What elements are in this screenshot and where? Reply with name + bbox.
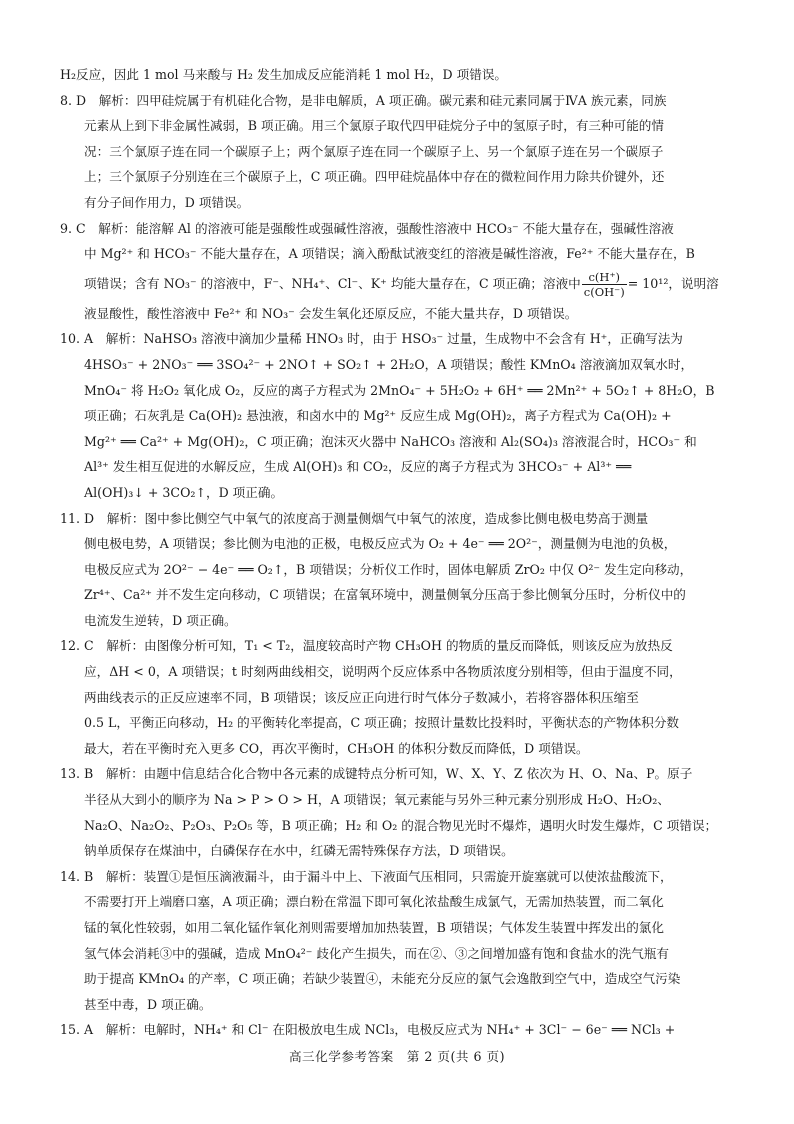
- text-line: 助于提高 KMnO₄ 的产率，C 项正确；若缺少装置④，未能充分反应的氯气会逸散到空气中，造成空气污染: [84, 971, 681, 987]
- answer-8: [60, 88, 734, 216]
- answer-10: [60, 326, 734, 505]
- text-line: 侧电极电势，A 项错误；参比侧为电池的正极，电极反应式为 O₂ + 4e⁻ ══ 2O²⁻，测量侧为电池的负极，: [84, 536, 677, 552]
- text-line: 15. A 解析：电解时，NH₄⁺ 和 Cl⁻ 在阳极放电生成 NCl₃，电极反应式为 NH₄⁺ + 3Cl⁻ − 6e⁻ ══ NCl₃ +: [60, 1022, 676, 1038]
- answer-7-continuation: [60, 62, 734, 88]
- text-line: 氢气体会消耗③中的强碱，造成 MnO₄²⁻ 歧化产生损失，而在②、③之间增加盛有饱和食盐水的洗气瓶有: [84, 945, 670, 961]
- text-segment: = 10¹²，说明溶: [627, 275, 719, 291]
- text-segment: 项错误；含有 NO₃⁻ 的溶液中，F⁻、NH₄⁺、Cl⁻、K⁺ 均能大量存在，C 项正确；溶液中: [84, 275, 581, 291]
- text-line: 液显酸性，酸性溶液中 Fe²⁺ 和 NO₃⁻ 会发生氧化还原反应，不能大量共存，D 项错误。: [84, 305, 578, 321]
- answer-9: [60, 216, 734, 327]
- text-line: 锰的氧化性较弱，如用二氧化锰作氧化剂则需要增加加热装置，B 项错误；气体发生装置中挥发出的氯化: [84, 920, 664, 935]
- text-line: Al³⁺ 发生相互促进的水解反应，生成 Al(OH)₃ 和 CO₂，反应的离子方程式为 3HCO₃⁻ + Al³⁺ ══: [84, 459, 632, 475]
- text-line: Al(OH)₃↓ + 3CO₂↑，D 项正确。: [84, 484, 284, 500]
- text-line: 11. D 解析：图中参比侧空气中氧气的浓度高于测量侧烟气中氧气的浓度，造成参比侧电极电势高于测量: [60, 510, 649, 526]
- text-line: 电流发生逆转，D 项正确。: [84, 612, 237, 628]
- text-line: 钠单质保存在煤油中，白磷保存在水中，红磷无需特殊保存方法，D 项错误。: [84, 843, 514, 859]
- text-line: 10. A 解析：NaHSO₃ 溶液中滴加少量稀 HNO₃ 时，由于 HSO₃⁻ 过量，生成物中不会含有 H⁺，正确写法为: [60, 331, 683, 347]
- text-line-with-fraction: [60, 267, 734, 301]
- answer-15: [60, 1017, 734, 1043]
- answer-12: [60, 633, 734, 761]
- text-line: Na₂O、Na₂O₂、P₂O₃、P₂O₅ 等，B 项正确；H₂ 和 O₂ 的混合物见光时不爆炸，遇明火时发生爆炸，C 项错误；: [84, 817, 718, 833]
- text-line: 甚至中毒，D 项正确。: [84, 996, 212, 1012]
- text-line: 上；三个氯原子分别连在三个碳原子上，C 项正确。四甲硅烷晶体中存在的微粒间作用力除共价键外，还: [84, 169, 665, 185]
- text-line: 最大，若在平衡时充入更多 CO，再次平衡时，CH₃OH 的体积分数反而降低，D 项错误。: [84, 740, 589, 756]
- answer-content: [60, 62, 734, 1043]
- text-line: 13. B 解析：由题中信息结合化合物中各元素的成键特点分析可知，W、X、Y、Z 依次为 H、O、Na、P。原子: [60, 766, 693, 782]
- text-line: 应，ΔH < 0，A 项错误；t 时刻两曲线相交，说明两个反应体系中各物质浓度分别相等，但由于温度不同，: [84, 664, 682, 680]
- fraction-denominator: c(OH⁻): [583, 284, 625, 299]
- text-line: 9. C 解析：能溶解 Al 的溶液可能是强酸性或强碱性溶液，强酸性溶液中 HCO₃⁻ 不能大量存在，强碱性溶液: [60, 220, 674, 236]
- text-line: 半径从大到小的顺序为 Na > P > O > H，A 项错误；氧元素能与另外三种元素分别形成 H₂O、H₂O₂、: [84, 792, 670, 808]
- answer-11: [60, 506, 734, 634]
- text-line: 不需要打开上端磨口塞，A 项正确；漂白粉在常温下即可氧化浓盐酸生成氯气，无需加热装置，而二氧化: [84, 894, 664, 910]
- concentration-ratio-fraction: [582, 270, 627, 299]
- text-line: 0.5 L，平衡正向移动，H₂ 的平衡转化率提高，C 项正确；按照计量数比投料时，平衡状态的产物体积分数: [84, 715, 680, 731]
- text-line: 8. D 解析：四甲硅烷属于有机硅化合物，是非电解质，A 项正确。碳元素和硅元素同属于ⅣA 族元素，同族: [60, 92, 667, 108]
- text-line: 14. B 解析：装置①是恒压滴液漏斗，由于漏斗中上、下液面气压相同，只需旋开旋塞就可以使浓盐酸流下，: [60, 868, 673, 884]
- fraction-numerator: c(H⁺): [582, 270, 627, 285]
- text-line: 中 Mg²⁺ 和 HCO₃⁻ 不能大量存在，A 项错误；滴入酚酞试液变红的溶液是碱性溶液，Fe²⁺ 不能大量存在，B: [84, 246, 695, 262]
- text-line: Zr⁴⁺、Ca²⁺ 并不发生定向移动，C 项错误；在富氧环境中，测量侧氧分压高于参比侧氧分压时，分析仪中的: [84, 587, 686, 603]
- text-line: 况：三个氯原子连在同一个碳原子上；两个氯原子连在同一个碳原子上、另一个氯原子连在另一个碳原子: [84, 143, 664, 159]
- text-line: H₂反应，因此 1 mol 马来酸与 H₂ 发生加成反应能消耗 1 mol H₂，D 项错误。: [60, 67, 508, 82]
- answer-13: [60, 761, 734, 863]
- text-line: 有分子间作用力，D 项错误。: [84, 194, 250, 210]
- answer-14: [60, 864, 734, 1018]
- text-line: MnO₄⁻ 将 H₂O₂ 氧化成 O₂，反应的离子方程式为 2MnO₄⁻ + 5H₂O₂ + 6H⁺ ══ 2Mn²⁺ + 5O₂↑ + 8H₂O，B: [84, 382, 715, 398]
- text-line: Mg²⁺ ══ Ca²⁺ + Mg(OH)₂，C 项正确；泡沫灭火器中 NaHCO₃ 溶液和 Al₂(SO₄)₃ 溶液混合时，HCO₃⁻ 和: [84, 433, 697, 449]
- text-line: 项正确；石灰乳是 Ca(OH)₂ 悬浊液，和卤水中的 Mg²⁺ 反应生成 Mg(OH)₂，离子方程式为 Ca(OH)₂ +: [84, 408, 672, 424]
- text-line: 电极反应式为 2O²⁻ − 4e⁻ ══ O₂↑，B 项错误；分析仪工作时，固体电解质 ZrO₂ 中仅 O²⁻ 发生定向移动，: [84, 561, 693, 577]
- text-line: 两曲线表示的正反应速率不同，B 项错误；该反应正向进行时气体分子数减小，若将容器体积压缩至: [84, 689, 639, 705]
- page-footer: 高三化学参考答案 第 2 页(共 6 页): [288, 1049, 506, 1064]
- text-line: 元素从上到下非金属性减弱，B 项正确。用三个氯原子取代四甲硅烷分子中的氢原子时，有三种可能的情: [84, 118, 664, 134]
- text-line: 4HSO₃⁻ + 2NO₃⁻ ══ 3SO₄²⁻ + 2NO↑ + SO₂↑ + 2H₂O，A 项错误；酸性 KMnO₄ 溶液滴加双氧水时，: [84, 356, 694, 372]
- text-line: 12. C 解析：由图像分析可知，T₁ < T₂，温度较高时产物 CH₃OH 的物质的量反而降低，则该反应为放热反: [60, 638, 673, 654]
